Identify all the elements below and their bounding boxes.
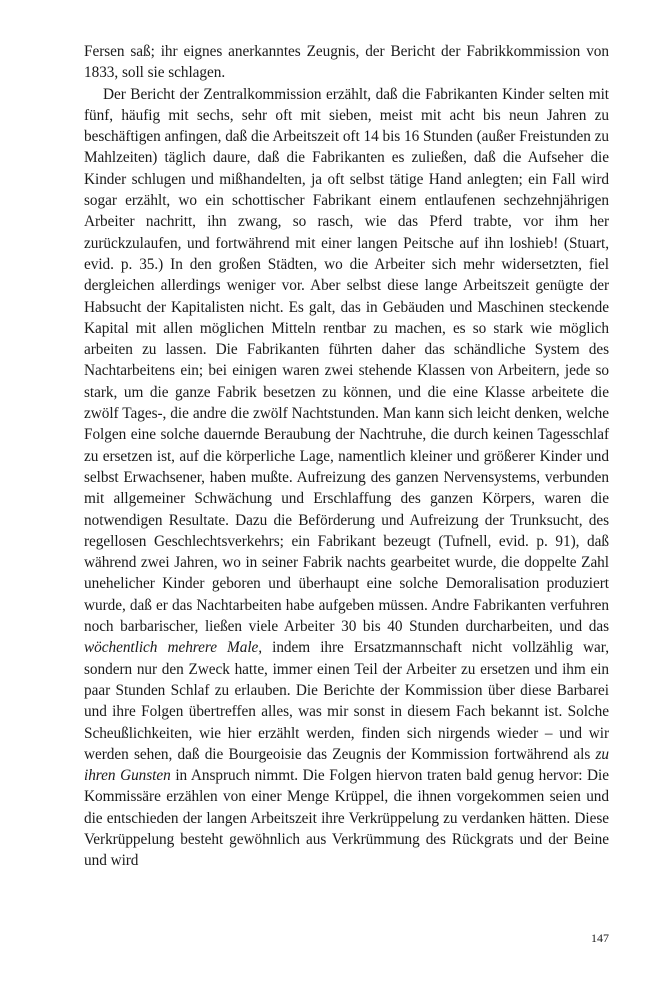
paragraph-2-text-b: indem ihre Ersatzmannschaft nicht vollzählig war, sondern nur den Zweck hatte, immer einen Teil der Arbeiter zu ersetzen und ihm ein paar Stunden Schlaf zu erlauben. Die Berichte der Kommission über diese Barbarei und ihre Folgen übertreffen alles, was mir sonst in diesem Fach bekannt ist. Solche Scheußlichkeiten, wie hier erzählt werden, finden sich nirgends wieder – und wir werden sehen, daß die Bourgeoisie das Zeugnis der Kommission fortwährend als: [84, 639, 609, 763]
page-body: [84, 41, 609, 872]
paragraph-2-text-a: Der Bericht der Zentralkommission erzählt, daß die Fabrikanten Kinder selten mit fünf, häufig mit sechs, sehr oft mit sieben, meist mit acht bis neun Jahren zu beschäftigen anfingen, daß die Arbeitszeit oft 14 bis 16 Stunden (außer Freistunden zu Mahlzeiten) täglich daure, daß die Fabrikanten es zuließen, daß die Aufseher die Kinder schlugen und mißhandelten, ja oft selbst tätige Hand anlegten; ein Fall wird sogar erzählt, wo ein schottischer Fabrikant einem entlaufenen sechzehnjährigen Arbeiter nachritt, ihn zwang, so rasch, wie das Pferd trabte, vor ihm her zurückzulaufen, und fortwährend mit einer langen Peitsche auf ihn loshieb! (Stuart, evid. p. 35.) In den großen Städten, wo die Arbeiter sich mehr widersetzten, fiel dergleichen allerdings weniger vor. Aber selbst diese lange Arbeitszeit genügte der Habsucht der Kapitalisten nicht. Es galt, das in Gebäuden und Maschinen steckende Kapital mit allen möglichen Mitteln rentbar zu machen, es so stark wie möglich arbeiten zu lassen. Die Fabrikanten führten daher das schändliche System des Nachtarbeitens ein; bei einigen waren zwei stehende Klassen von Arbeitern, jede so stark, um die ganze Fabrik besetzen zu können, und die eine Klasse arbeitete die zwölf Tages-, die andre die zwölf Nachtstunden. Man kann sich leicht denken, welche Folgen eine solche dauernde Beraubung der Nachtruhe, die durch keinen Tagesschlaf zu ersetzen ist, auf die körperliche Lage, namentlich kleiner und größerer Kinder und selbst Erwachsener, haben mußte. Aufreizung des ganzen Nervensystems, verbunden mit allgemeiner Schwächung und Erschlaffung des ganzen Körpers, waren die notwendigen Resultate. Dazu die Beförderung und Aufreizung der Trunksucht, des regellosen Geschlechtsverkehrs; ein Fabrikant bezeugt (Tufnell, evid. p. 91), daß während zwei Jahren, wo in seiner Fabrik nachts gearbeitet wurde, die doppelte Zahl unehelicher Kinder geboren und überhaupt eine solche Demoralisation produziert wurde, daß er das Nachtarbeiten habe aufgeben müssen. Andre Fabrikanten verfuhren noch barbarischer, ließen viele Arbeiter 30 bis 40 Stunden durcharbeiten, und das: [84, 85, 609, 636]
paragraph-2-text-c: in Anspruch nimmt. Die Folgen hiervon traten bald genug hervor: Die Kommissäre erzählen von einer Menge Krüppel, die ihnen vorgekommen seien und die entschieden der langen Arbeitszeit ihre Verkrüppelung zu verdanken hätten. Diese Verkrüppelung besteht gewöhnlich aus Verkrümmung des Rückgrats und der Beine und wird: [84, 767, 609, 870]
paragraph-1: Fersen saß; ihr eignes anerkanntes Zeugnis, der Bericht der Fabrikkommission von 1833, soll sie schlagen.: [84, 43, 609, 82]
paragraph-2-emphasis-1: wöchentlich mehrere Male,: [84, 639, 263, 657]
paragraph-2: [84, 84, 609, 872]
page-number: 147: [591, 931, 609, 945]
paragraph-2-emphasis-2: zu ihren Gunsten: [84, 745, 609, 785]
